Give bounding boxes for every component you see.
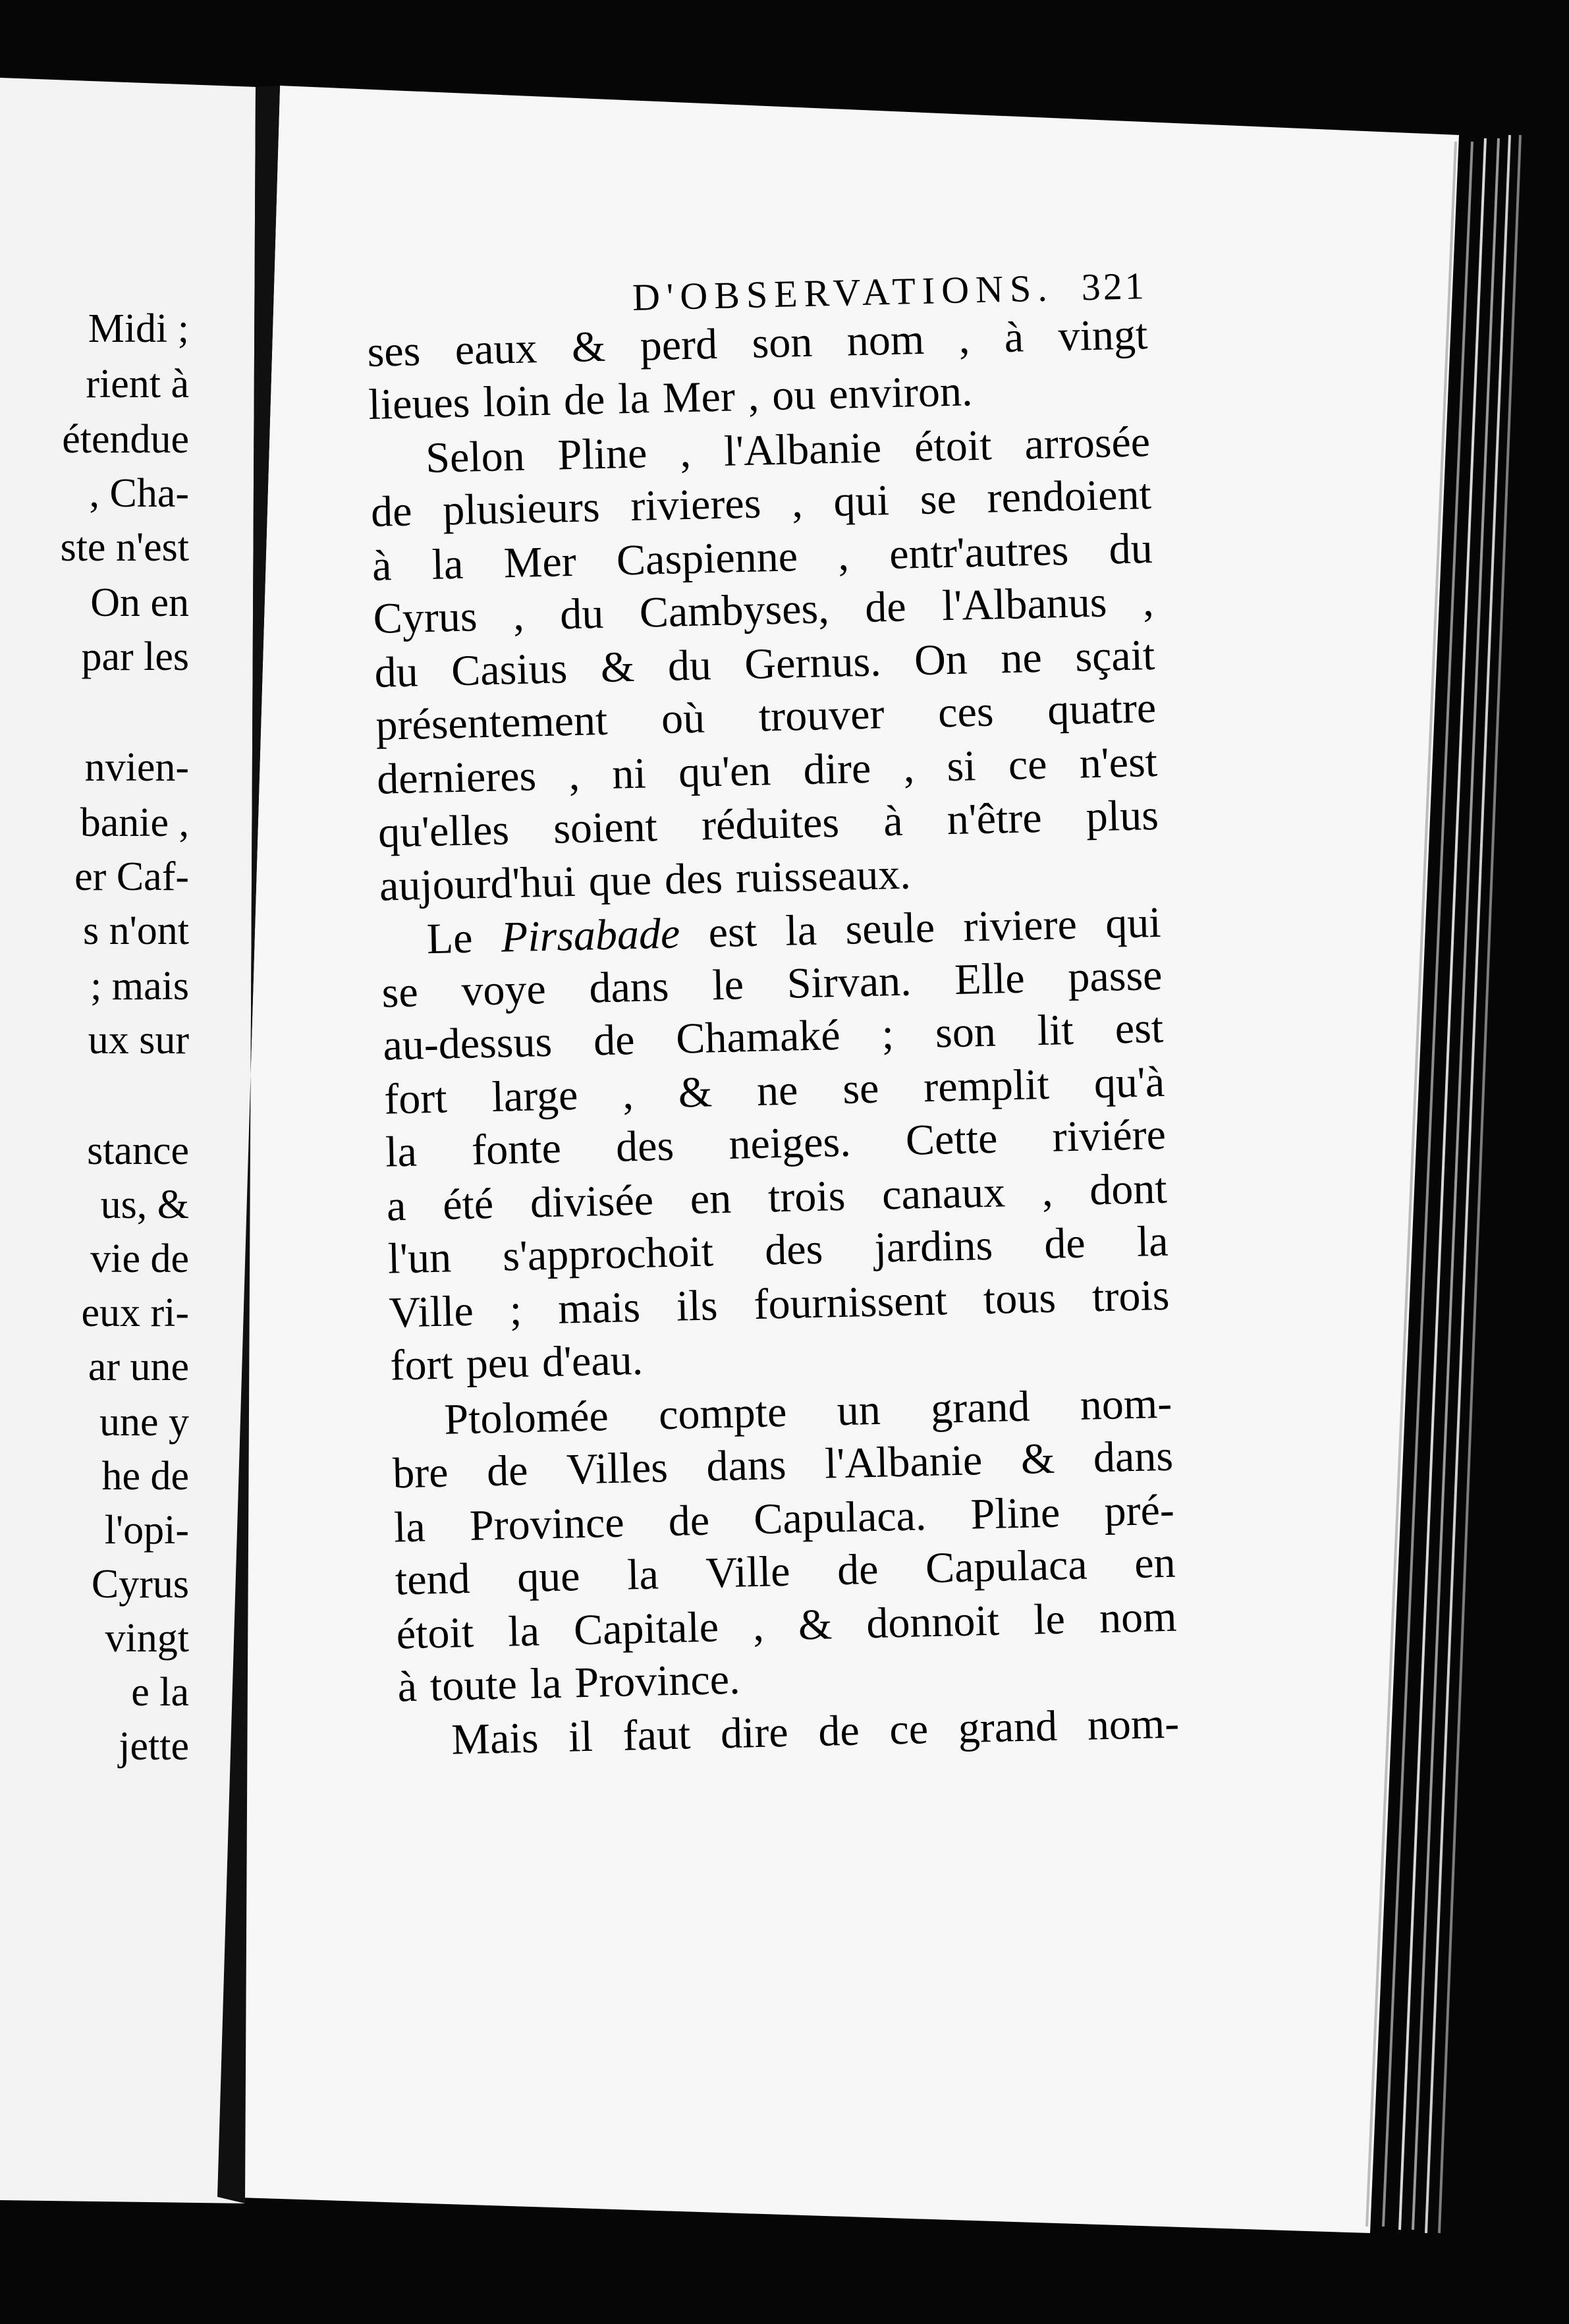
word: ,	[791, 478, 804, 527]
word: la	[385, 1127, 418, 1176]
word: à	[372, 541, 393, 590]
word: Mer	[503, 537, 577, 588]
word: ,	[958, 314, 970, 363]
running-head: D'OBSERVATIONS.	[632, 266, 1055, 319]
word: Gernus.	[744, 637, 882, 689]
word: étoit	[914, 421, 993, 472]
word: a	[386, 1181, 407, 1231]
word: dans	[705, 1440, 787, 1491]
left-page-fragment: Midi ;	[88, 306, 189, 351]
word: ;	[509, 1286, 522, 1335]
left-page-fragment: l'opi-	[104, 1508, 189, 1553]
word: du	[559, 589, 605, 639]
word: sçait	[1074, 630, 1156, 681]
word: trois	[1091, 1271, 1170, 1321]
left-page-fragment: vingt	[105, 1616, 189, 1661]
word: tous	[983, 1273, 1057, 1324]
word: ou	[771, 370, 817, 420]
word: ni	[611, 749, 647, 798]
word: des	[664, 854, 723, 904]
word: divisée	[530, 1176, 654, 1227]
word: la	[1136, 1217, 1169, 1266]
word: ;	[881, 1010, 895, 1059]
word: grand	[930, 1382, 1031, 1433]
word: au-dessus	[382, 1017, 553, 1070]
word: Capitale	[573, 1603, 719, 1655]
left-page-fragment: par les	[81, 634, 189, 679]
left-page-fragment: stance	[87, 1128, 189, 1173]
word: dans	[1093, 1431, 1174, 1482]
word: nom-	[1087, 1699, 1180, 1750]
word: fonte	[471, 1124, 562, 1175]
word: Capulaca	[925, 1540, 1088, 1593]
word: jardins	[873, 1221, 993, 1272]
word: dire	[720, 1708, 789, 1758]
left-page-fragment: rient à	[86, 362, 189, 406]
word: du	[373, 648, 419, 697]
word: se	[919, 474, 957, 524]
word: Chamaké	[675, 1010, 841, 1063]
word: trouver	[757, 690, 885, 741]
word: remplit	[923, 1060, 1050, 1112]
word: plus	[1085, 790, 1159, 841]
word: n'être	[946, 793, 1043, 844]
left-page-fragment: nvien-	[84, 745, 189, 790]
word: rendoient	[986, 470, 1152, 522]
word: &	[600, 642, 636, 692]
word: où	[661, 694, 705, 743]
word: Caspienne	[616, 532, 798, 585]
word: arrosée	[1024, 418, 1151, 469]
word: seule	[844, 903, 935, 954]
word: s'approchoit	[502, 1227, 714, 1281]
word: qu'en	[678, 746, 772, 797]
word: du	[1108, 524, 1153, 574]
word: compte	[658, 1387, 788, 1439]
word: grand	[957, 1702, 1058, 1753]
word: Pirsabade	[501, 909, 680, 962]
word: à	[883, 796, 904, 846]
word: soient	[553, 802, 658, 853]
left-page-fragment: une y	[99, 1400, 189, 1445]
word: ils	[676, 1281, 719, 1331]
word: peu	[465, 1338, 530, 1388]
word: environ.	[828, 367, 974, 419]
word: passe	[1067, 951, 1163, 1002]
word: Cette	[905, 1114, 999, 1165]
word: riviere	[962, 900, 1078, 951]
word: quatre	[1047, 683, 1157, 734]
word: dont	[1089, 1164, 1168, 1215]
word: Ville	[705, 1547, 791, 1597]
word: Selon	[425, 431, 526, 482]
word: dernieres	[376, 752, 537, 804]
word: été	[442, 1179, 494, 1229]
word: Villes	[566, 1443, 669, 1494]
word: des	[615, 1121, 674, 1171]
word: ne	[756, 1066, 799, 1115]
word: Mer	[662, 372, 736, 422]
word: rivieres	[630, 479, 762, 530]
word: dire	[802, 744, 872, 794]
word: n'est	[1078, 737, 1158, 788]
word: la	[393, 1503, 426, 1552]
word: bre	[392, 1448, 449, 1498]
word: fort	[389, 1340, 454, 1390]
word: de	[486, 1446, 529, 1496]
word: qui	[1105, 898, 1162, 948]
word: si	[946, 742, 977, 791]
word: fort	[383, 1074, 448, 1124]
word: étoit	[395, 1608, 474, 1659]
word: Mais	[451, 1713, 539, 1764]
word: son	[935, 1007, 997, 1057]
word: de	[563, 375, 606, 425]
word: ruisseaux.	[735, 850, 912, 902]
word: ,	[837, 531, 850, 580]
word: lieues	[368, 378, 471, 429]
word: Le	[426, 914, 474, 964]
word: qu'à	[1093, 1057, 1165, 1108]
word: Cambyses,	[639, 584, 830, 637]
word: Pline	[557, 429, 648, 480]
left-page-fragment: s n'ont	[82, 908, 189, 953]
word: ce	[889, 1705, 929, 1754]
word: la	[617, 374, 650, 424]
word: Casius	[451, 644, 568, 696]
word: ,	[1041, 1167, 1054, 1216]
word: canaux	[881, 1168, 1006, 1219]
word: à	[397, 1662, 418, 1711]
word: loin	[482, 376, 551, 426]
word: ce	[1008, 740, 1048, 790]
word: dans	[588, 962, 670, 1012]
word: l'Albanie	[723, 424, 882, 476]
word: de	[667, 1496, 710, 1546]
word: Pline	[970, 1488, 1061, 1539]
word: ,	[752, 1601, 765, 1651]
word: vingt	[1057, 310, 1149, 361]
word: que	[516, 1552, 581, 1602]
word: ,	[622, 1070, 634, 1119]
word: ces	[937, 687, 995, 737]
word: l'Albanus	[941, 578, 1108, 630]
left-page-fragment: , Cha-	[89, 471, 189, 516]
word: mais	[557, 1283, 641, 1333]
left-page-fragment: vie de	[90, 1236, 189, 1281]
word: &	[798, 1600, 833, 1649]
word: &	[571, 322, 607, 372]
word: ,	[747, 372, 760, 420]
word: riviére	[1051, 1110, 1167, 1161]
word: est	[1114, 1003, 1164, 1053]
left-page-fragment: eux ri-	[81, 1290, 189, 1335]
word: de	[593, 1016, 636, 1065]
left-page-fragment: ste n'est	[60, 525, 189, 570]
word: ,	[1142, 576, 1155, 626]
word: Capulaca.	[753, 1491, 927, 1544]
left-page-fragment: banie ,	[80, 800, 189, 845]
word: de	[817, 1706, 860, 1756]
word: ses	[366, 327, 422, 376]
word: qui	[833, 476, 890, 526]
left-page-fragment: Cyrus	[91, 1562, 189, 1607]
left-page-fragment: us, &	[100, 1182, 189, 1227]
word: des	[764, 1225, 824, 1275]
right-page-text	[366, 259, 1182, 1844]
word: On	[914, 635, 968, 685]
word: en	[1134, 1538, 1176, 1588]
word: trois	[767, 1171, 846, 1222]
word: lit	[1036, 1005, 1074, 1055]
word: large	[491, 1071, 579, 1121]
word: est	[707, 907, 757, 957]
word: un	[836, 1385, 881, 1435]
word: le	[711, 960, 744, 1010]
word: la	[507, 1607, 540, 1656]
word: en	[689, 1174, 732, 1224]
word: présentement	[375, 696, 609, 750]
left-page-fragment: On en	[90, 580, 189, 625]
word: ,	[679, 428, 692, 477]
word: nom-	[1079, 1379, 1172, 1429]
word: la	[431, 540, 464, 589]
word: &	[677, 1068, 713, 1117]
word: ne	[1000, 633, 1043, 683]
word: plusieurs	[442, 483, 601, 535]
word: aujourd'hui	[379, 858, 576, 910]
word: la	[626, 1550, 659, 1599]
word: perd	[639, 319, 718, 370]
word: eaux	[454, 324, 538, 374]
left-page-fragment: étendue	[62, 417, 189, 462]
word: à	[1003, 313, 1024, 362]
left-page-fragment: e la	[131, 1670, 189, 1715]
left-page-fragment: er Caf-	[74, 854, 189, 899]
word: qu'elles	[377, 806, 510, 857]
word: l'Albanie	[824, 1436, 983, 1488]
left-page-fragment: jette	[119, 1724, 189, 1769]
word: Province.	[574, 1655, 741, 1707]
word: Sirvan.	[786, 956, 912, 1008]
word: toute	[429, 1660, 518, 1711]
word: tend	[395, 1554, 471, 1605]
word: entr'autres	[889, 526, 1070, 579]
word: son	[751, 318, 813, 368]
word: faut	[622, 1710, 692, 1760]
word: Elle	[954, 954, 1026, 1004]
word: ,	[902, 743, 915, 792]
word: ,	[512, 591, 525, 640]
word: Ville	[388, 1286, 474, 1337]
word: pré-	[1103, 1485, 1175, 1536]
word: de	[370, 487, 413, 536]
word: donnoit	[866, 1596, 1000, 1648]
word: la	[529, 1659, 563, 1708]
word: du	[667, 641, 712, 690]
word: de	[837, 1545, 879, 1595]
word: nom	[846, 315, 925, 366]
word: de	[864, 582, 907, 632]
word: neiges.	[728, 1117, 852, 1169]
left-page-fragment: ; mais	[90, 964, 189, 1009]
word: voye	[460, 965, 547, 1015]
left-page-fragment: ar une	[88, 1344, 189, 1389]
word: le	[1033, 1595, 1066, 1644]
word: la	[784, 906, 817, 955]
word: Province	[469, 1498, 625, 1550]
word: se	[842, 1064, 880, 1113]
word: fournissent	[753, 1276, 948, 1329]
word: l'un	[387, 1233, 452, 1283]
left-page-fragment: ux sur	[88, 1018, 189, 1063]
word: ,	[568, 750, 580, 800]
word: que	[588, 856, 652, 906]
word: réduites	[701, 798, 840, 850]
word: nom	[1099, 1592, 1178, 1643]
word: il	[568, 1712, 593, 1761]
word: se	[381, 968, 419, 1017]
left-page-fragment: he de	[101, 1454, 189, 1499]
word: &	[1020, 1434, 1056, 1483]
word: d'eau.	[541, 1335, 644, 1387]
page-number: 321	[1080, 264, 1147, 309]
word: Ptolomée	[443, 1392, 609, 1444]
word: Cyrus	[372, 592, 478, 643]
word: de	[1043, 1219, 1086, 1268]
